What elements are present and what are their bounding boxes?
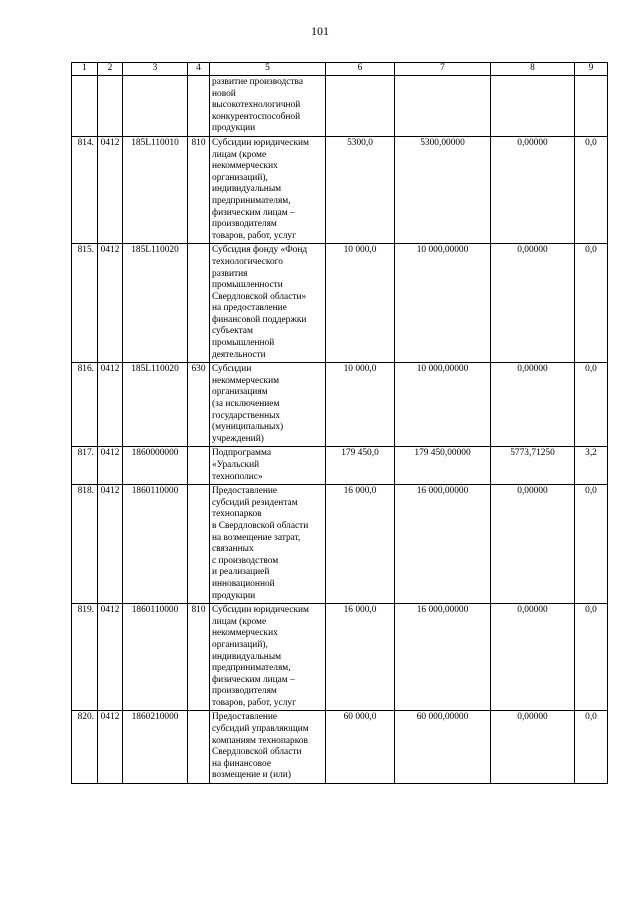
approved-amount: 179 450,0 — [326, 447, 395, 485]
row-number: 819. — [72, 604, 98, 711]
refined-amount — [395, 76, 491, 137]
approved-amount: 16 000,0 — [326, 485, 395, 604]
item-name: Предоставление субсидий резидентам технопарков в Свердловской области на возмещение затрат, связанных с производством и реализацией инновационной продукции — [210, 485, 326, 604]
section-code — [98, 76, 123, 137]
approved-amount: 10 000,0 — [326, 363, 395, 447]
item-name: Субсидия фонду «Фонд технологического развития промышленности Свердловской области» на предоставление финансовой поддержки субъектам промышленной деятельности — [210, 244, 326, 363]
refined-amount: 5300,00000 — [395, 136, 491, 243]
budget-table — [71, 62, 608, 784]
column-header: 2 — [98, 63, 123, 76]
target-code: 1860110000 — [123, 604, 188, 711]
target-code — [123, 76, 188, 137]
row-number — [72, 76, 98, 137]
execution-percent: 0,0 — [575, 244, 608, 363]
expense-type-code — [188, 485, 210, 604]
refined-amount: 16 000,00000 — [395, 604, 491, 711]
section-code: 0412 — [98, 711, 123, 784]
expense-type-code: 810 — [188, 136, 210, 243]
executed-amount: 0,00000 — [491, 711, 575, 784]
table-row — [72, 485, 608, 604]
expense-type-code — [188, 244, 210, 363]
table-row — [72, 447, 608, 485]
approved-amount — [326, 76, 395, 137]
executed-amount: 0,00000 — [491, 485, 575, 604]
target-code: 185L110020 — [123, 244, 188, 363]
row-number: 815. — [72, 244, 98, 363]
executed-amount — [491, 76, 575, 137]
item-name: Предоставление субсидий управляющим компаниям технопарков Свердловской области на финансовое возмещение и (или) — [210, 711, 326, 784]
executed-amount: 0,00000 — [491, 244, 575, 363]
refined-amount: 179 450,00000 — [395, 447, 491, 485]
approved-amount: 5300,0 — [326, 136, 395, 243]
expense-type-code: 630 — [188, 363, 210, 447]
section-code: 0412 — [98, 485, 123, 604]
execution-percent — [575, 76, 608, 137]
column-header: 5 — [210, 63, 326, 76]
expense-type-code — [188, 711, 210, 784]
refined-amount: 10 000,00000 — [395, 363, 491, 447]
row-number: 814. — [72, 136, 98, 243]
target-code: 185L110010 — [123, 136, 188, 243]
row-number: 820. — [72, 711, 98, 784]
column-header: 4 — [188, 63, 210, 76]
executed-amount: 5773,71250 — [491, 447, 575, 485]
column-header: 6 — [326, 63, 395, 76]
refined-amount: 10 000,00000 — [395, 244, 491, 363]
execution-percent: 0,0 — [575, 604, 608, 711]
column-header: 7 — [395, 63, 491, 76]
row-number: 818. — [72, 485, 98, 604]
row-number: 817. — [72, 447, 98, 485]
execution-percent: 3,2 — [575, 447, 608, 485]
section-code: 0412 — [98, 447, 123, 485]
refined-amount: 60 000,00000 — [395, 711, 491, 784]
target-code: 185L110020 — [123, 363, 188, 447]
section-code: 0412 — [98, 244, 123, 363]
table-row — [72, 136, 608, 243]
table-row — [72, 604, 608, 711]
target-code: 1860210000 — [123, 711, 188, 784]
page-number: 101 — [311, 24, 329, 38]
table-row — [72, 76, 608, 137]
expense-type-code — [188, 76, 210, 137]
target-code: 1860000000 — [123, 447, 188, 485]
column-header: 9 — [575, 63, 608, 76]
target-code: 1860110000 — [123, 485, 188, 604]
executed-amount: 0,00000 — [491, 363, 575, 447]
section-code: 0412 — [98, 363, 123, 447]
item-name: Субсидии юридическим лицам (кроме некоммерческих организаций), индивидуальным предпринимателям, физическим лицам – производителям товаров, работ, услуг — [210, 604, 326, 711]
section-code: 0412 — [98, 604, 123, 711]
expense-type-code: 810 — [188, 604, 210, 711]
section-code: 0412 — [98, 136, 123, 243]
item-name: Подпрограмма «Уральский технополис» — [210, 447, 326, 485]
table-row — [72, 363, 608, 447]
item-name: Субсидии юридическим лицам (кроме некоммерческих организаций), индивидуальным предпринимателям, физическим лицам – производителям товаров, работ, услуг — [210, 136, 326, 243]
table-row — [72, 244, 608, 363]
execution-percent: 0,0 — [575, 136, 608, 243]
executed-amount: 0,00000 — [491, 604, 575, 711]
row-number: 816. — [72, 363, 98, 447]
approved-amount: 16 000,0 — [326, 604, 395, 711]
execution-percent: 0,0 — [575, 485, 608, 604]
item-name: развитие производства новой высокотехнологичной конкурентоспособной продукции — [210, 76, 326, 137]
item-name: Субсидии некоммерческим организациям (за исключением государственных (муниципальных) учреждений) — [210, 363, 326, 447]
column-header: 3 — [123, 63, 188, 76]
expense-type-code — [188, 447, 210, 485]
column-header: 8 — [491, 63, 575, 76]
column-header: 1 — [72, 63, 98, 76]
executed-amount: 0,00000 — [491, 136, 575, 243]
approved-amount: 60 000,0 — [326, 711, 395, 784]
approved-amount: 10 000,0 — [326, 244, 395, 363]
execution-percent: 0,0 — [575, 363, 608, 447]
header-row — [72, 63, 608, 76]
table-row — [72, 711, 608, 784]
execution-percent: 0,0 — [575, 711, 608, 784]
refined-amount: 16 000,00000 — [395, 485, 491, 604]
